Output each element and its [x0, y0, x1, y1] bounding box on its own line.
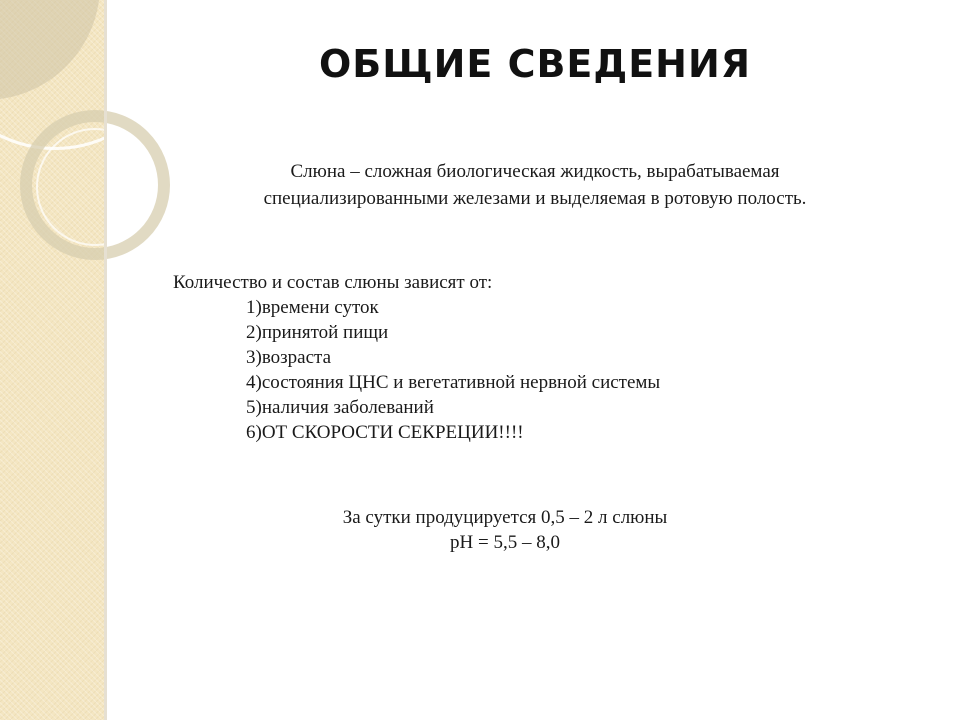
ph-range-text: pH = 5,5 – 8,0 [450, 532, 560, 553]
definition-paragraph [110, 158, 960, 212]
slide-title: ОБЩИЕ СВЕДЕНИЯ [318, 42, 752, 86]
depends-heading: Количество и состав слюны зависят от: [173, 272, 493, 293]
band-divider [104, 0, 107, 720]
list-item: 4)состояния ЦНС и вегетативной нервной системы [246, 372, 661, 393]
list-item: 3)возраста [246, 347, 332, 368]
list-item: 5)наличия заболеваний [246, 397, 434, 418]
summary-block [110, 505, 900, 555]
list-item: 1)времени суток [246, 297, 379, 318]
definition-line-1: Слюна – сложная биологическая жидкость, вырабатываемая [290, 161, 780, 182]
depends-list [246, 295, 660, 445]
list-item: 6)ОТ СКОРОСТИ СЕКРЕЦИИ!!!! [246, 422, 524, 443]
daily-volume-text: За сутки продуцируется 0,5 – 2 л слюны [342, 507, 668, 528]
decorative-side-band [0, 0, 107, 720]
definition-line-2: специализированными железами и выделяемая в ротовую полость. [263, 188, 807, 209]
list-item: 2)принятой пищи [246, 322, 389, 343]
